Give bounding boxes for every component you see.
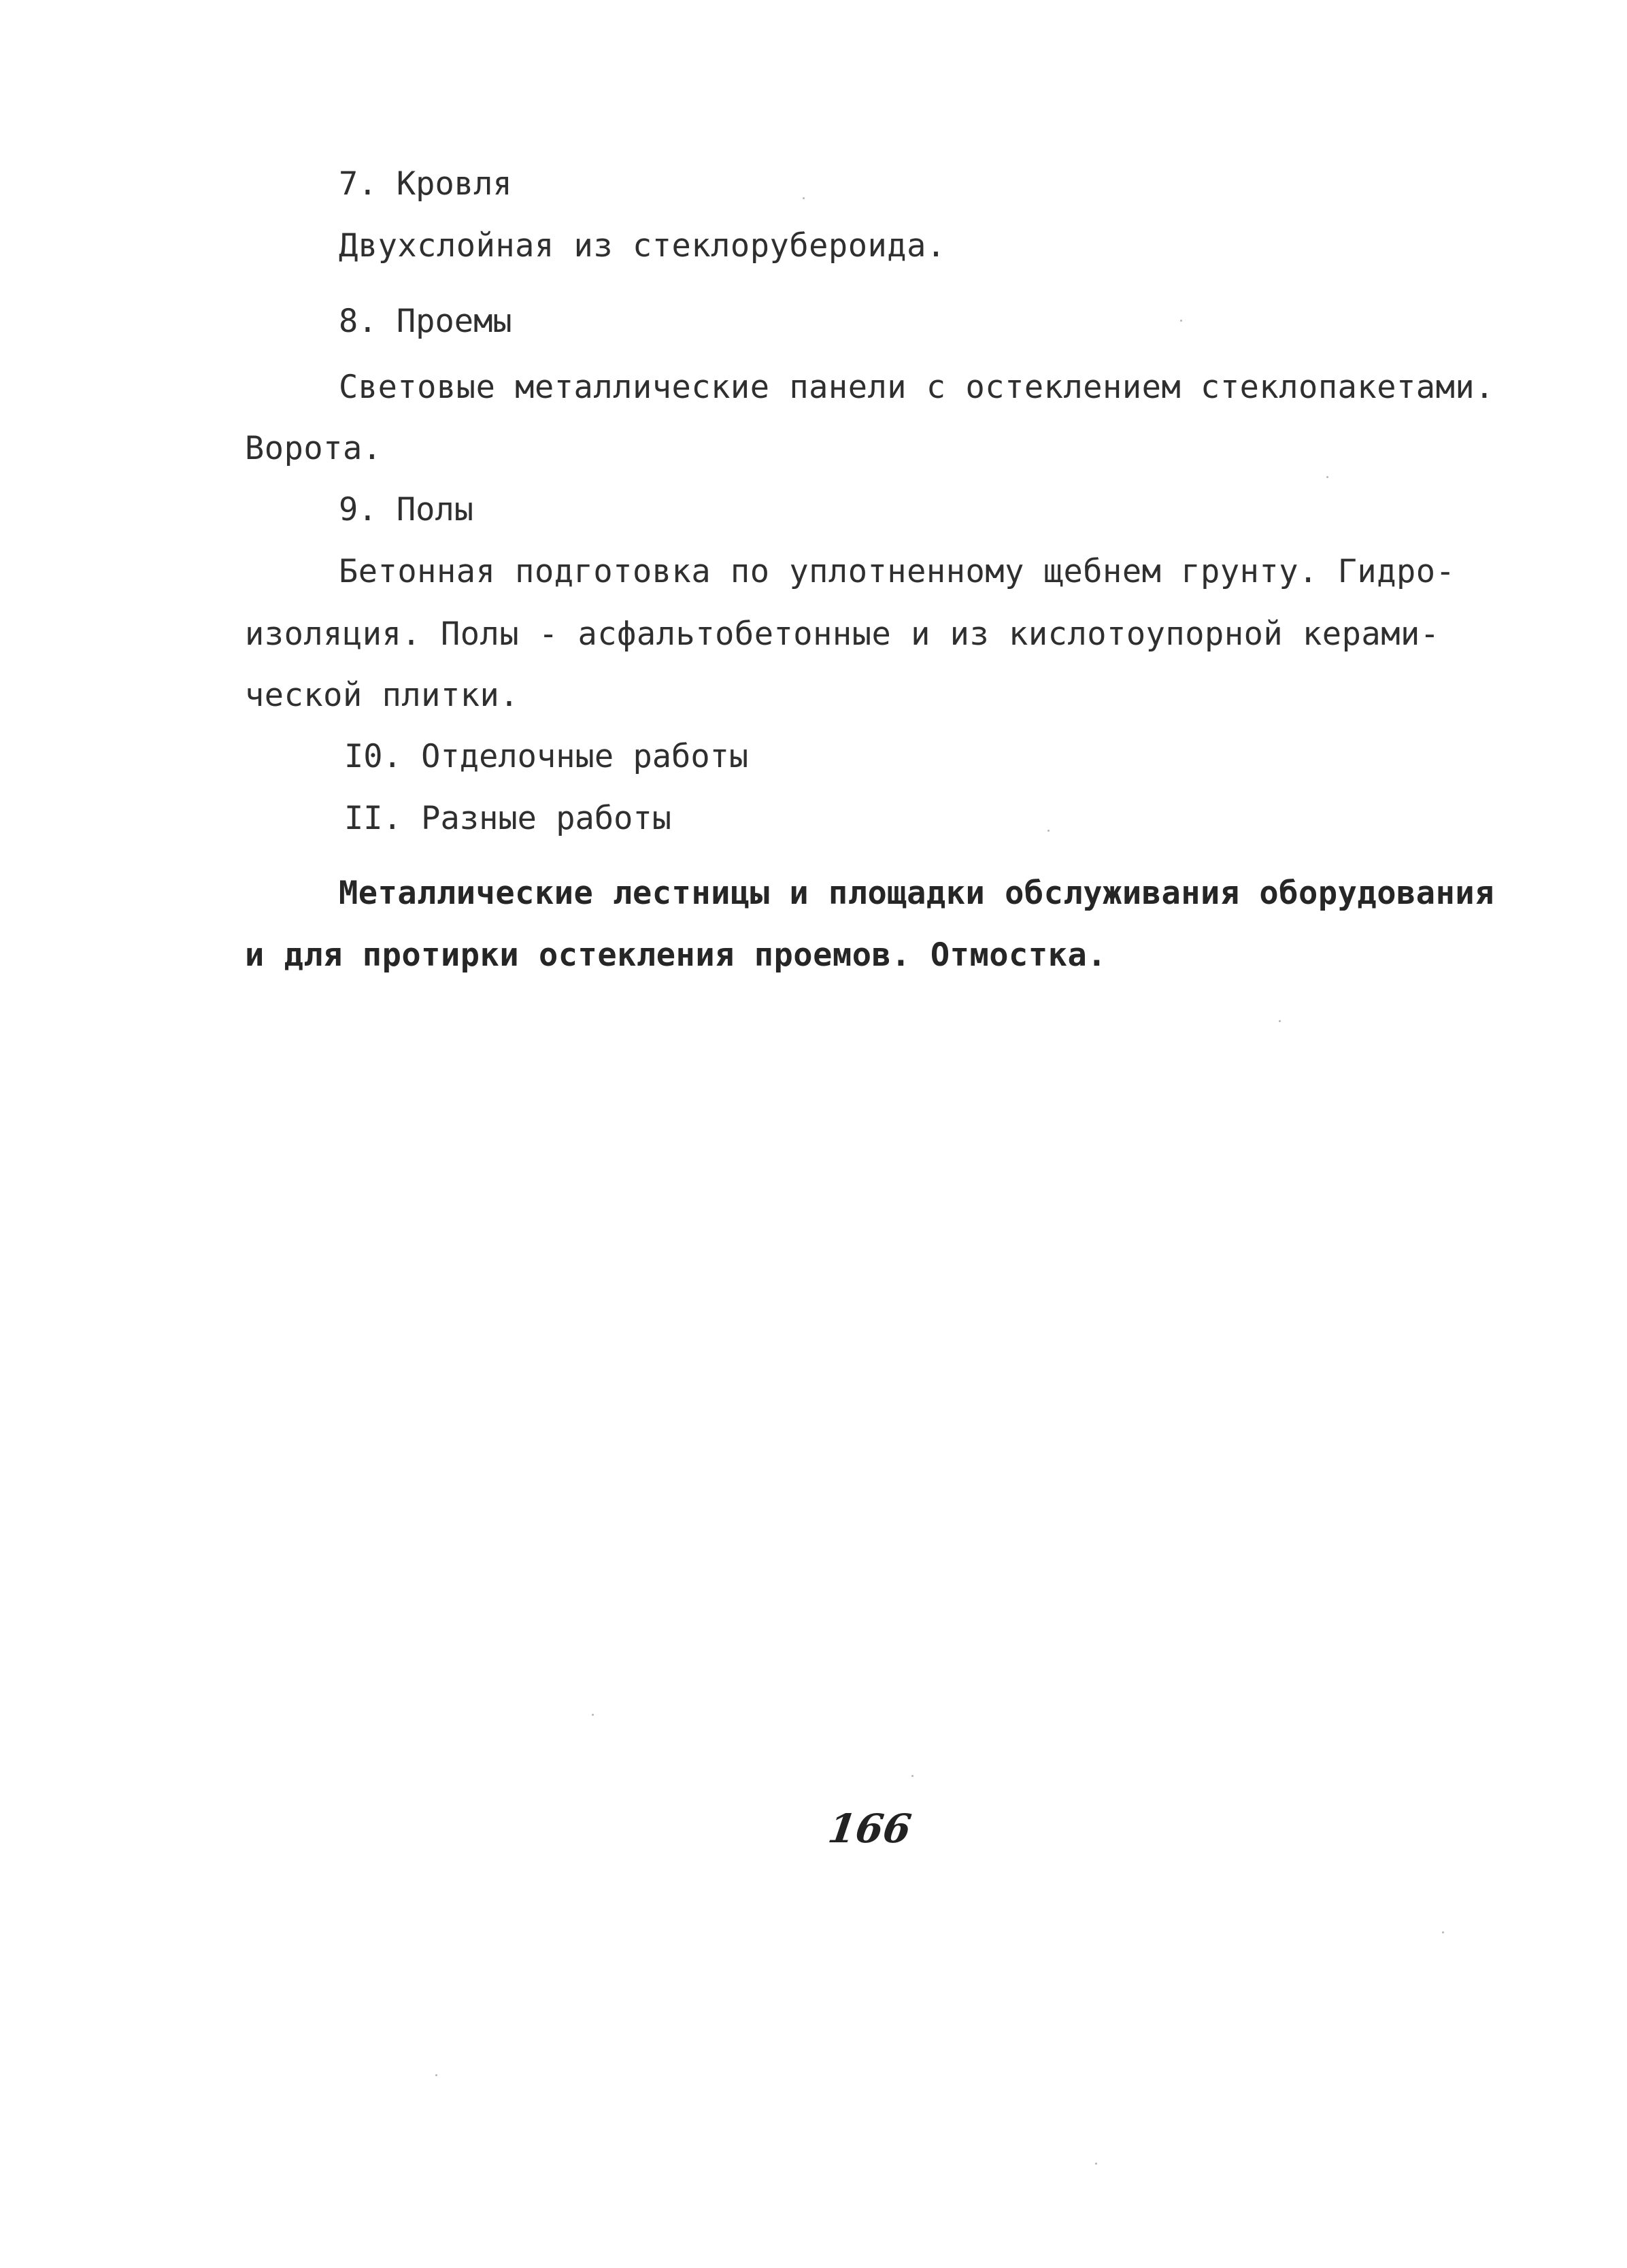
page-number: 166 — [825, 1806, 914, 1852]
scan-speck — [911, 1775, 913, 1777]
scan-speck — [1180, 320, 1182, 322]
section-heading-openings: 8. Проемы — [339, 303, 512, 340]
scan-speck — [1095, 2163, 1097, 2165]
paragraph-line: и для протирки остекления проемов. Отмостка. — [245, 936, 1107, 974]
paragraph-line: изоляция. Полы - асфальтобетонные и из кислотоупорной керами- — [245, 615, 1440, 653]
section-heading-roof: 7. Кровля — [339, 165, 512, 203]
scan-speck — [1047, 830, 1050, 832]
scan-speck — [1442, 1931, 1444, 1933]
section-heading-finishing: I0. Отделочные работы — [344, 738, 749, 775]
paragraph-line: Бетонная подготовка по уплотненному щебнем грунту. Гидро- — [339, 553, 1456, 590]
paragraph-line: Ворота. — [245, 430, 382, 467]
paragraph-line: Световые металлические панели с остеклением стеклопакетами. — [339, 369, 1494, 406]
scan-speck — [1326, 476, 1328, 478]
scan-speck — [435, 2074, 437, 2076]
scan-speck — [1279, 1020, 1281, 1022]
paragraph-line: Двухслойная из стеклорубероида. — [339, 227, 946, 265]
paragraph-line: Металлические лестницы и площадки обслуживания оборудования — [339, 875, 1494, 912]
paragraph-line: ческой плитки. — [245, 677, 520, 714]
section-heading-floors: 9. Полы — [339, 491, 474, 528]
section-heading-misc: II. Разные работы — [344, 800, 672, 837]
scan-speck — [803, 197, 805, 199]
scan-speck — [592, 1714, 594, 1716]
